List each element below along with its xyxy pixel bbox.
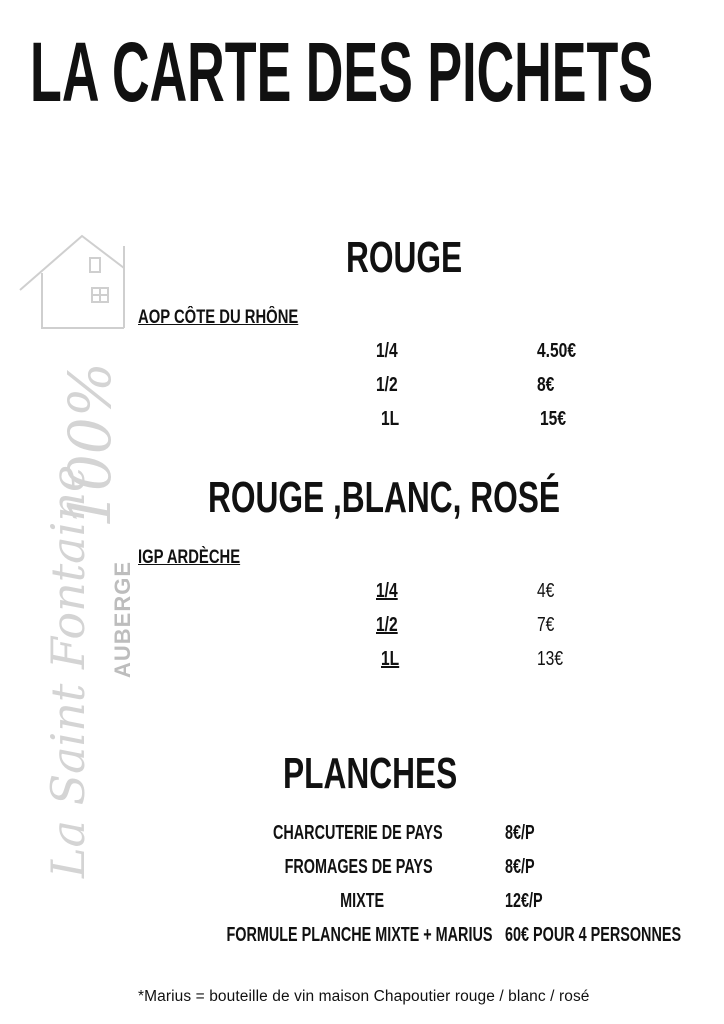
rbr-price-quarter: 4€ bbox=[537, 580, 555, 602]
planche-name-charcuterie: CHARCUTERIE DE PAYS bbox=[273, 822, 443, 844]
section-rouge-heading: ROUGE bbox=[346, 233, 463, 282]
rouge-qty-half: 1/2 bbox=[376, 374, 398, 396]
rbr-qty-liter: 1L bbox=[381, 648, 400, 670]
section-rouge-subtitle: AOP CÔTE DU RHÔNE bbox=[138, 307, 299, 328]
house-icon bbox=[12, 228, 135, 898]
planche-name-formule: FORMULE PLANCHE MIXTE + MARIUS bbox=[225, 924, 492, 946]
footnote: *Marius = bouteille de vin maison Chapoutier rouge / blanc / rosé bbox=[138, 988, 590, 1005]
logo-percent: 100% bbox=[56, 362, 124, 528]
rouge-price-liter: 15€ bbox=[540, 408, 567, 430]
rouge-price-half: 8€ bbox=[537, 374, 555, 396]
rouge-qty-liter: 1L bbox=[381, 408, 400, 430]
planche-name-fromages: FROMAGES DE PAYS bbox=[284, 856, 433, 878]
planche-price-charcuterie: 8€/P bbox=[505, 822, 535, 844]
planche-price-formule: 60€ POUR 4 PERSONNES bbox=[505, 924, 682, 946]
planche-price-mixte: 12€/P bbox=[505, 890, 543, 912]
logo-script-text: La Saint Fontaine bbox=[41, 464, 95, 878]
rbr-price-half: 7€ bbox=[537, 614, 555, 636]
section-planches-heading: PLANCHES bbox=[283, 749, 458, 798]
auberge-logo bbox=[12, 228, 135, 898]
planche-name-mixte: MIXTE bbox=[339, 890, 384, 912]
section-rbr-subtitle: IGP ARDÈCHE bbox=[138, 547, 241, 568]
rbr-price-liter: 13€ bbox=[537, 648, 564, 670]
rbr-qty-quarter: 1/4 bbox=[376, 580, 398, 602]
rouge-qty-quarter: 1/4 bbox=[376, 340, 398, 362]
planche-price-fromages: 8€/P bbox=[505, 856, 535, 878]
rouge-price-quarter: 4.50€ bbox=[537, 340, 577, 362]
section-rbr-heading: ROUGE ,BLANC, ROSÉ bbox=[208, 473, 561, 522]
logo-auberge: AUBERGE bbox=[110, 560, 135, 678]
rbr-qty-half: 1/2 bbox=[376, 614, 398, 636]
page-title: LA CARTE DES PICHETS bbox=[30, 25, 654, 119]
